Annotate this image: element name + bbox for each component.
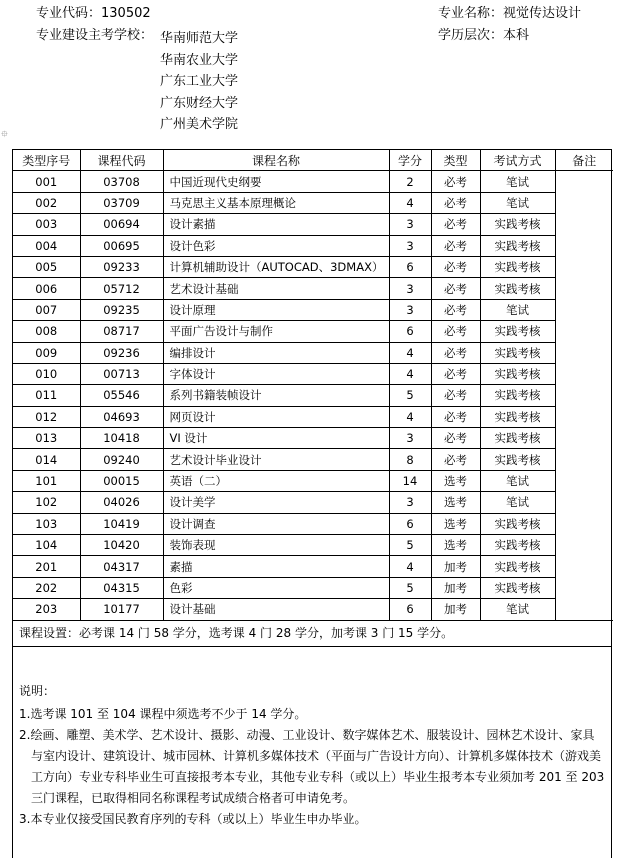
col-header-exam: 考试方式 — [480, 150, 555, 171]
course-setting: 课程设置：必考课 14 门 58 学分，选考课 4 门 28 学分，加考课 3 门 15 学分。 — [13, 621, 611, 647]
table-row — [13, 214, 613, 235]
code-cell: 00015 — [80, 470, 163, 491]
course-name-cell: 素描 — [163, 556, 389, 577]
table-row — [13, 513, 613, 534]
school-item: 华南师范大学 — [160, 31, 239, 46]
seq-cell: 101 — [13, 470, 80, 491]
seq-cell: 103 — [13, 513, 80, 534]
schools-label: 专业建设主考学校： — [36, 28, 154, 43]
seq-cell: 011 — [13, 385, 80, 406]
table-row — [13, 171, 613, 192]
exam-cell: 实践考核 — [480, 214, 555, 235]
table-row — [13, 321, 613, 342]
exam-cell: 笔试 — [480, 599, 555, 620]
note-item: 1.选考课 101 至 104 课程中须选考不少于 14 学分。 — [19, 706, 307, 721]
seq-cell: 008 — [13, 321, 80, 342]
exam-cell: 笔试 — [480, 171, 555, 192]
credit-cell: 4 — [389, 556, 431, 577]
school-item: 广州美术学院 — [160, 117, 239, 133]
course-name-cell: 设计基础 — [163, 599, 389, 620]
credit-cell: 8 — [389, 449, 431, 470]
col-header-name: 课程名称 — [163, 150, 389, 171]
code-cell: 10420 — [80, 535, 163, 556]
credit-cell: 4 — [389, 192, 431, 213]
type-cell: 必考 — [431, 363, 480, 384]
course-name-cell: 艺术设计毕业设计 — [163, 449, 389, 470]
table-row — [13, 299, 613, 320]
course-table-body — [13, 171, 613, 620]
exam-cell: 实践考核 — [480, 342, 555, 363]
credit-cell: 5 — [389, 385, 431, 406]
table-row — [13, 577, 613, 598]
exam-cell: 实践考核 — [480, 449, 555, 470]
exam-cell: 实践考核 — [480, 513, 555, 534]
credit-cell: 4 — [389, 406, 431, 427]
course-name-cell: 设计调查 — [163, 513, 389, 534]
course-name-cell: 字体设计 — [163, 363, 389, 384]
credit-cell: 2 — [389, 171, 431, 192]
exam-cell: 实践考核 — [480, 235, 555, 256]
table-row — [13, 342, 613, 363]
credit-cell: 3 — [389, 278, 431, 299]
col-header-credit: 学分 — [389, 150, 431, 171]
code-cell: 10177 — [80, 599, 163, 620]
table-row — [13, 256, 613, 277]
exam-cell: 实践考核 — [480, 556, 555, 577]
code-cell: 04026 — [80, 492, 163, 513]
code-cell: 04317 — [80, 556, 163, 577]
course-name-cell: 计算机辅助设计（AUTOCAD、3DMAX） — [163, 256, 389, 277]
credit-cell: 3 — [389, 235, 431, 256]
seq-cell: 014 — [13, 449, 80, 470]
course-name-cell: 艺术设计基础 — [163, 278, 389, 299]
exam-cell: 笔试 — [480, 492, 555, 513]
type-cell: 必考 — [431, 449, 480, 470]
exam-cell: 实践考核 — [480, 363, 555, 384]
seq-cell: 104 — [13, 535, 80, 556]
course-name-cell: 设计原理 — [163, 299, 389, 320]
credit-cell: 3 — [389, 299, 431, 320]
course-name-cell: 设计美学 — [163, 492, 389, 513]
school-item: 广东财经大学 — [160, 95, 239, 111]
course-name-cell: 网页设计 — [163, 406, 389, 427]
seq-cell: 013 — [13, 428, 80, 449]
credit-cell: 4 — [389, 342, 431, 363]
type-cell: 加考 — [431, 577, 480, 598]
type-cell: 必考 — [431, 192, 480, 213]
seq-cell: 009 — [13, 342, 80, 363]
credit-cell: 6 — [389, 256, 431, 277]
seq-cell: 201 — [13, 556, 80, 577]
col-header-code: 课程代码 — [80, 150, 163, 171]
table-row — [13, 278, 613, 299]
credit-cell: 5 — [389, 535, 431, 556]
seq-cell: 202 — [13, 577, 80, 598]
code-cell: 08717 — [80, 321, 163, 342]
course-name-cell: 设计素描 — [163, 214, 389, 235]
credit-cell: 4 — [389, 363, 431, 384]
credit-cell: 3 — [389, 428, 431, 449]
table-row — [13, 556, 613, 577]
table-row — [13, 406, 613, 427]
type-cell: 必考 — [431, 299, 480, 320]
type-cell: 选考 — [431, 513, 480, 534]
course-name-cell: 中国近现代史纲要 — [163, 171, 389, 192]
type-cell: 加考 — [431, 599, 480, 620]
course-name-cell: 马克思主义基本原理概论 — [163, 192, 389, 213]
seq-cell: 102 — [13, 492, 80, 513]
type-cell: 加考 — [431, 556, 480, 577]
code-cell: 09240 — [80, 449, 163, 470]
code-cell: 03709 — [80, 192, 163, 213]
course-table-frame — [12, 149, 612, 858]
code-cell: 10418 — [80, 428, 163, 449]
notes-title: 说明： — [19, 683, 56, 698]
school-item: 华南农业大学 — [160, 52, 239, 68]
seq-cell: 007 — [13, 299, 80, 320]
type-cell: 必考 — [431, 342, 480, 363]
col-header-type: 类型 — [431, 150, 480, 171]
code-cell: 04315 — [80, 577, 163, 598]
credit-cell: 5 — [389, 577, 431, 598]
type-cell: 必考 — [431, 256, 480, 277]
table-row — [13, 449, 613, 470]
col-header-remark: 备注 — [555, 150, 613, 171]
table-row — [13, 385, 613, 406]
course-table — [13, 150, 613, 621]
education-level: 学历层次：本科 — [438, 28, 530, 43]
exam-cell: 实践考核 — [480, 428, 555, 449]
code-cell: 05546 — [80, 385, 163, 406]
type-cell: 必考 — [431, 406, 480, 427]
table-row — [13, 192, 613, 213]
course-name-cell: 英语（二） — [163, 470, 389, 491]
type-cell: 必考 — [431, 385, 480, 406]
note-item: 2.绘画、雕塑、美术学、艺术设计、摄影、动漫、工业设计、数字媒体艺术、服装设计、园林艺术设计、家具与室内设计、建筑设计、城市园林、计算机多媒体技术（平面与广告设计方向）、计算机多媒体技术（游戏美工方向）专业专科毕业生可直接报考本专业，其他专业专科（或以上）毕业生报考本专业须加考 201 至 203 三门课程，已取得相同名称课程考试成绩合格者可申请免考。 — [19, 727, 605, 805]
exam-cell: 实践考核 — [480, 321, 555, 342]
seq-cell: 203 — [13, 599, 80, 620]
exam-cell: 实践考核 — [480, 256, 555, 277]
major-name: 专业名称：视觉传达设计 — [438, 6, 582, 21]
credit-cell: 6 — [389, 513, 431, 534]
seq-cell: 010 — [13, 363, 80, 384]
remark-cell — [555, 171, 613, 620]
exam-cell: 实践考核 — [480, 577, 555, 598]
exam-cell: 实践考核 — [480, 385, 555, 406]
school-list — [160, 28, 238, 136]
code-cell: 04693 — [80, 406, 163, 427]
table-row — [13, 535, 613, 556]
code-cell: 00695 — [80, 235, 163, 256]
table-row — [13, 428, 613, 449]
type-cell: 必考 — [431, 321, 480, 342]
type-cell: 必考 — [431, 278, 480, 299]
course-name-cell: 装饰表现 — [163, 535, 389, 556]
type-cell: 必考 — [431, 428, 480, 449]
code-cell: 09236 — [80, 342, 163, 363]
course-name-cell: VI 设计 — [163, 428, 389, 449]
table-row — [13, 235, 613, 256]
seq-cell: 005 — [13, 256, 80, 277]
code-cell: 09235 — [80, 299, 163, 320]
exam-cell: 实践考核 — [480, 535, 555, 556]
table-row — [13, 492, 613, 513]
exam-cell: 笔试 — [480, 299, 555, 320]
table-header-row — [13, 150, 613, 171]
notes-section — [13, 647, 611, 830]
course-name-cell: 系列书籍装帧设计 — [163, 385, 389, 406]
credit-cell: 3 — [389, 492, 431, 513]
course-name-cell: 设计色彩 — [163, 235, 389, 256]
exam-cell: 笔试 — [480, 470, 555, 491]
exam-cell: 笔试 — [480, 192, 555, 213]
table-row — [13, 599, 613, 620]
school-item: 广东工业大学 — [160, 74, 239, 90]
exam-cell: 实践考核 — [480, 278, 555, 299]
seq-cell: 006 — [13, 278, 80, 299]
type-cell: 选考 — [431, 535, 480, 556]
course-name-cell: 平面广告设计与制作 — [163, 321, 389, 342]
seq-cell: 001 — [13, 171, 80, 192]
type-cell: 选考 — [431, 470, 480, 491]
table-anchor-icon[interactable]: ⯐ — [1, 130, 8, 140]
seq-cell: 003 — [13, 214, 80, 235]
type-cell: 选考 — [431, 492, 480, 513]
seq-cell: 004 — [13, 235, 80, 256]
major-code: 专业代码：130502 — [36, 6, 151, 21]
code-cell: 00694 — [80, 214, 163, 235]
code-cell: 00713 — [80, 363, 163, 384]
credit-cell: 6 — [389, 321, 431, 342]
exam-cell: 实践考核 — [480, 406, 555, 427]
type-cell: 必考 — [431, 214, 480, 235]
code-cell: 03708 — [80, 171, 163, 192]
course-name-cell: 色彩 — [163, 577, 389, 598]
code-cell: 10419 — [80, 513, 163, 534]
credit-cell: 6 — [389, 599, 431, 620]
col-header-seq: 类型序号 — [13, 150, 80, 171]
type-cell: 必考 — [431, 235, 480, 256]
code-cell: 09233 — [80, 256, 163, 277]
table-row — [13, 470, 613, 491]
credit-cell: 3 — [389, 214, 431, 235]
code-cell: 05712 — [80, 278, 163, 299]
seq-cell: 002 — [13, 192, 80, 213]
table-row — [13, 363, 613, 384]
credit-cell: 14 — [389, 470, 431, 491]
seq-cell: 012 — [13, 406, 80, 427]
type-cell: 必考 — [431, 171, 480, 192]
course-name-cell: 编排设计 — [163, 342, 389, 363]
note-item: 3.本专业仅接受国民教育序列的专科（或以上）毕业生申办毕业。 — [19, 811, 367, 826]
